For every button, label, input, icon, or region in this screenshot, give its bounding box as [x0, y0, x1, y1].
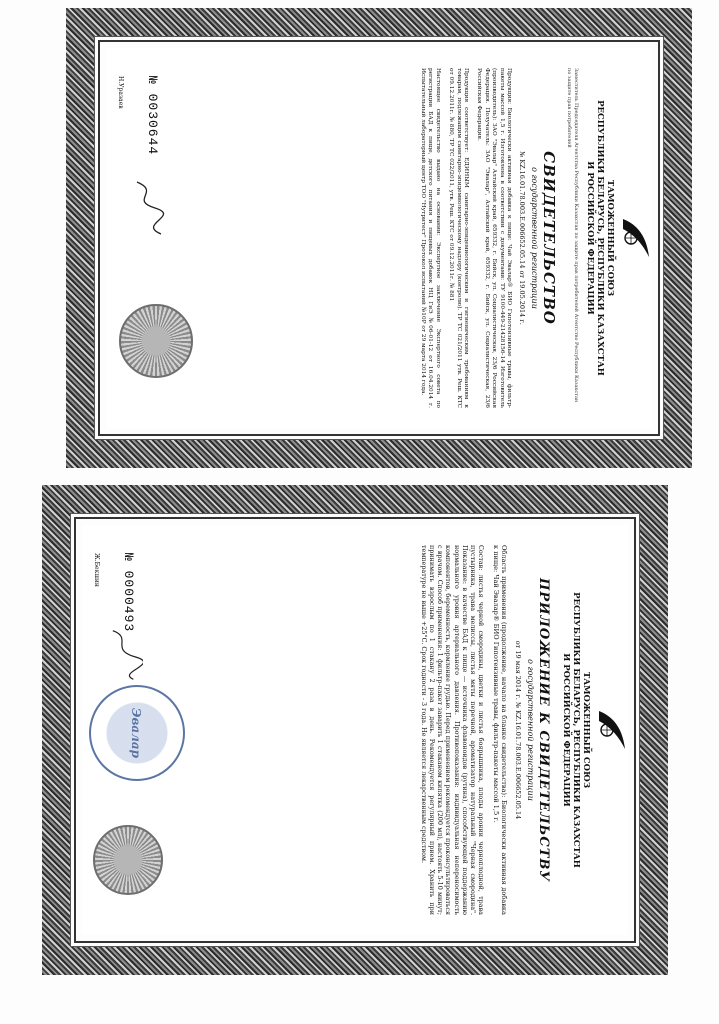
serial-number: № 0030644 — [145, 76, 160, 156]
stamp-label: Эвалар — [128, 707, 143, 759]
signatory-name: Ж.Бекшин — [93, 553, 100, 587]
union-emblem-icon — [595, 707, 628, 753]
registration-number: от 19 мая 2014 г. № KZ.16.01.78.003.E.006652.05.14 — [514, 640, 522, 820]
official-seal-icon — [119, 304, 193, 378]
basis-text: Настоящее свидетельство выдано на основании: Экспертное заключение Экспертного совета по регистрации БАД к пище, детского питания и пищевых добавок НЦ ГиЭ №06-01-12 от 16.04.2014 г. Испытательный лабораторный центр ТОО "Нутритест" Протокол испытаний №10P от 29 марта 2014 года. — [419, 68, 441, 408]
certificate-title: СВИДЕТЕЛЬСТВО — [540, 151, 558, 325]
certificate-registration — [66, 8, 692, 468]
registration-number: № KZ.16.01.78.003.E.006652.05.14 от 19.05.2014 г. — [518, 151, 526, 325]
signature-icon — [127, 178, 167, 238]
union-emblem-icon — [619, 215, 652, 261]
official-seal-icon — [93, 825, 163, 895]
signature-icon — [105, 627, 143, 683]
union-title: ТАМОЖЕННЫЙ СОЮЗ РЕСПУБЛИКИ БЕЛАРУСЬ, РЕСПУБЛИКИ КАЗАХСТАН И РОССИЙСКОЙ ФЕДЕРАЦИИ — [585, 100, 615, 376]
compliance-text: Продукция соответствует: ЕДИНЫМ санитарно-эпидемиологическим и гигиеническим требованиям к товарам, подлежащим санитарно-эпидемиологическому надзору (контролю). ТР ТС 021/2011 утв. Реш. КТС от 09.12.2011г. № 880, ТР ТС 022/2011, утв. Реш. КТС от 09.12.2011г. № 881 — [448, 68, 469, 408]
union-title: ТАМОЖЕННЫЙ СОЮЗ РЕСПУБЛИКИ БЕЛАРУСЬ, РЕСПУБЛИКИ КАЗАХСТАН И РОССИЙСКОЙ ФЕДЕРАЦИИ — [561, 592, 591, 868]
composition-text: Состав: листья черной смородины, цветки и листья боярышника, плоды аронии черноплодной, трава пустырника, трава мелиссы, листья мяты перечной, ароматизатор натуральный "Черная смородина". Показание: в качестве БАД к пище — источника флавоноидов (рутина), способствующей поддержанию нормального уровня артериального давления. Противопоказания: индивидуальная непереносимость компонентов, беременность, кормление грудью. Перед применением рекомендуется проконсультироваться с врачом. Способ применения: 1 фильтр-пакет заварить 1 стаканом кипятка (200 мл), настоять 5-10 минут; принимать взрослым по 1 стакану 2 раза в день. Рекомендуется регулярный прием. Хранить при температуре не выше +25°C. Срок годности - 3 года. Не является лекарственным средством. — [419, 545, 486, 915]
certificate-appendix — [42, 485, 668, 975]
certificate-subtitle: о государственной регистрации — [530, 167, 539, 309]
agency-line: Заместитель Председателя Агентства Республики Казахстан по защите прав потребителей Агентство Республики Казахстан по защите прав потребителей — [566, 68, 579, 403]
company-stamp-icon — [89, 685, 185, 781]
serial-number: № 0000493 — [121, 553, 136, 633]
product-description: Продукция: Биологически активная добавка к пище: Чай Эвалар® БИО Гипотензивные травы, фильтр-пакеты массой 1,5 г. Изготовлена в соответствии с документами: ТУ 9100-449-21428156-14 Изготовитель (производитель): ЗАО "Эвалар" Алтайский край, 659332, г. Бийск, ул. Социалистическая, 23/6 Российская Федерация. Получатель: ЗАО "Эвалар", Алтайский край, 659332, г. Бийск, ул. Социалистическая, 23/6 Российская Федерация. — [476, 68, 512, 408]
appendix-title: ПРИЛОЖЕНИЕ К СВИДЕТЕЛЬСТВУ — [536, 578, 551, 882]
appendix-subtitle: о государственной регистрации — [526, 659, 535, 801]
application-area: Область применения (продолжение, начало на бланке свидетельства): Биологически активная добавка к пище: Чай Эвалар® БИО Гипотензивные травы, фильтр-пакеты массой 1,5 г. — [491, 545, 508, 915]
signatory-name: Н.Уразаев — [117, 76, 124, 109]
